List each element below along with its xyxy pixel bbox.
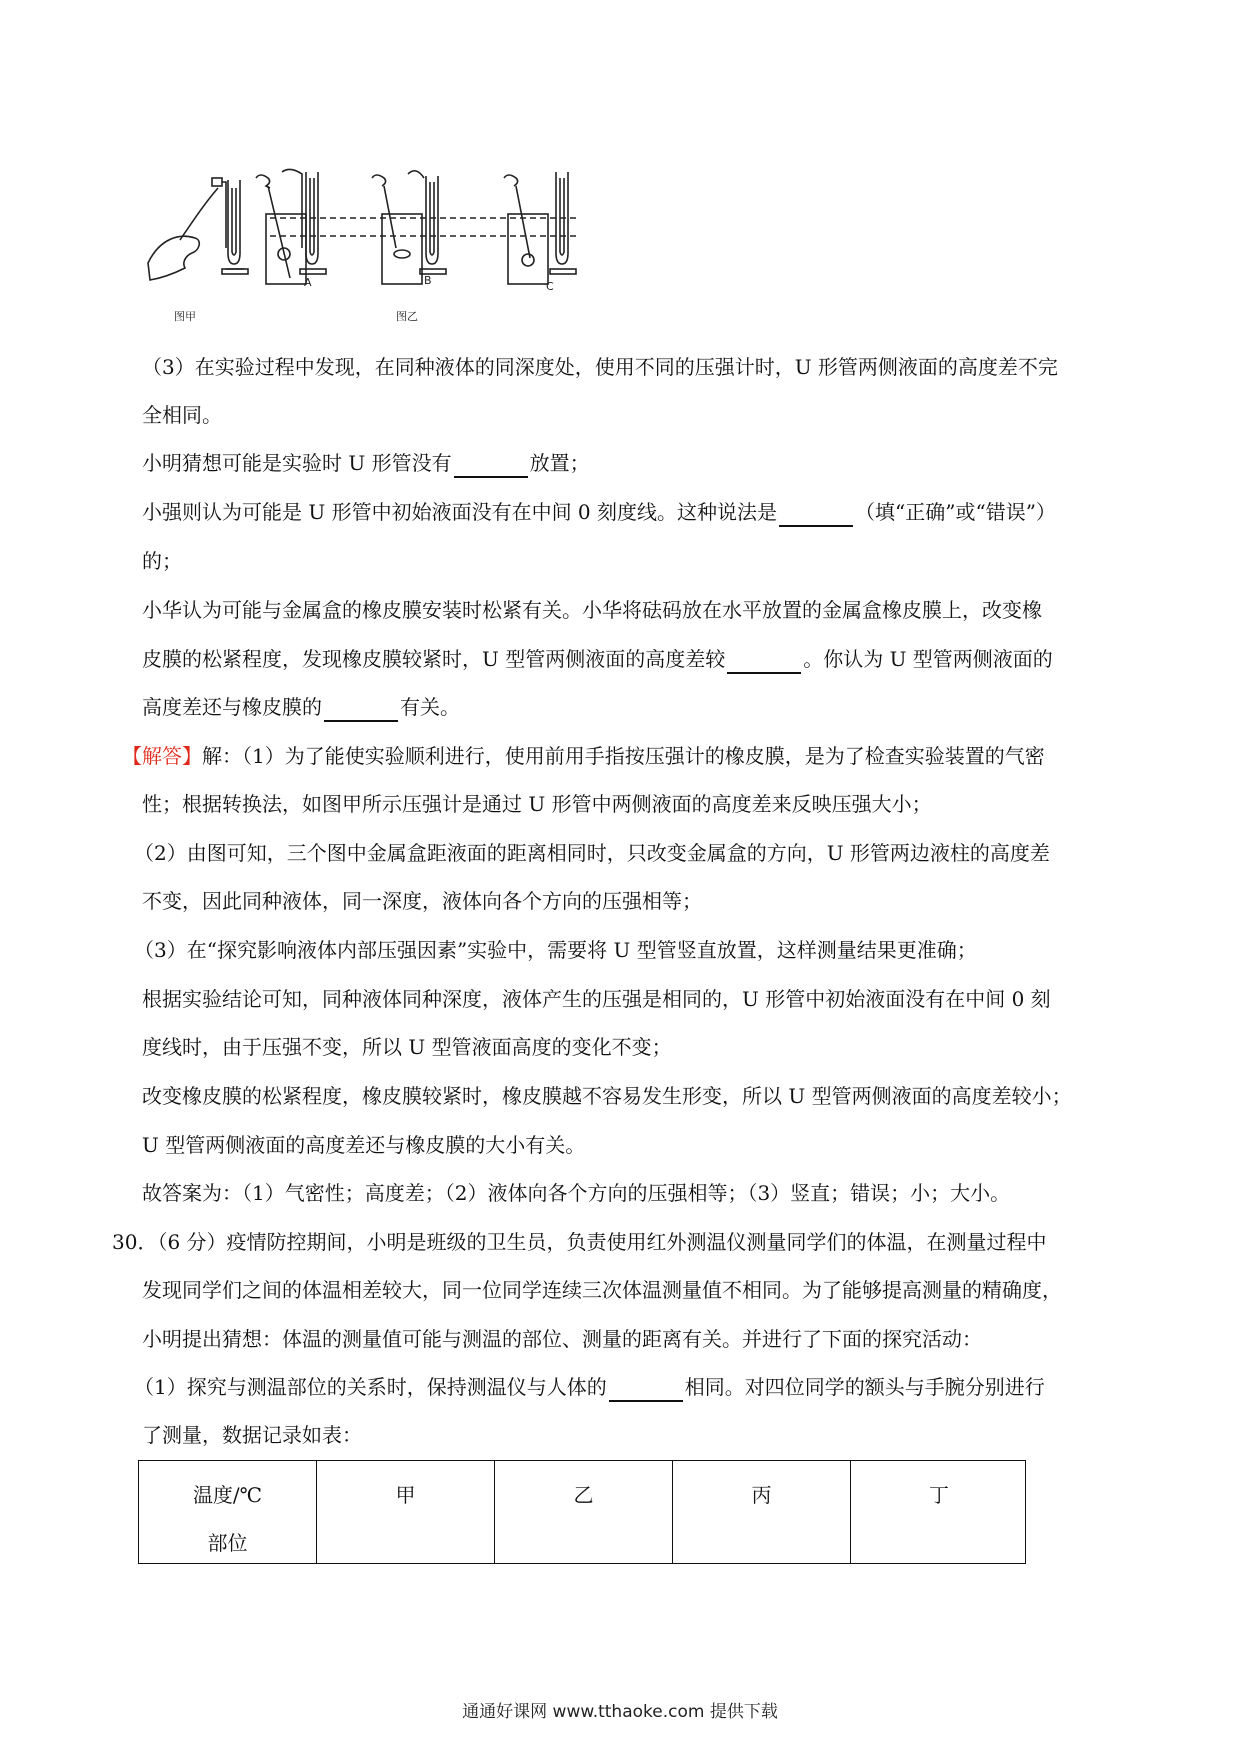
pressure-gauge-figure (140, 168, 660, 333)
q30-line-4 (134, 1372, 1045, 1402)
answer-line-1 (122, 741, 1045, 771)
answer-blank (727, 650, 801, 674)
q3-line-5: 的； (142, 549, 182, 573)
answer-blank (324, 698, 398, 722)
q30-line-1: 30．（6 分）疫情防控期间，小明是班级的卫生员，负责使用红外测温仪测量同学们的体温，在测量过程中 (112, 1230, 1047, 1254)
q3-line-3-a: 小明猜想可能是实验时 U 形管没有 (142, 451, 452, 475)
q3-line-7-a: 皮膜的松紧程度，发现橡皮膜较紧时，U 型管两侧液面的高度差较 (142, 647, 726, 671)
table-col-label: 乙 (573, 1483, 594, 1507)
table-col-jia (317, 1461, 495, 1563)
table-col-label: 丁 (929, 1483, 949, 1507)
answer-blank (779, 503, 853, 527)
answer-tag: 【解答】 (122, 744, 202, 768)
q3-line-7 (142, 644, 1053, 674)
table-header-temp: 温度/℃ (192, 1483, 263, 1507)
q3-line-3-b: 放置； (529, 451, 590, 475)
q30-line-5: 了测量，数据记录如表： (142, 1423, 362, 1447)
answer-line-10: 故答案为：（1）气密性；高度差；（2）液体向各个方向的压强相等；（3）竖直；错误；小；大小。 (142, 1181, 1011, 1205)
answer-line-4: 不变，因此同种液体，同一深度，液体向各个方向的压强相等； (142, 889, 702, 913)
label-fig-yi: 图乙 (396, 310, 418, 323)
answer-line-5: （3）在“探究影响液体内部压强因素”实验中，需要将 U 型管竖直放置，这样测量结果更准确； (134, 938, 977, 962)
q3-line-4 (142, 497, 1056, 527)
table-col-label: 丙 (751, 1483, 772, 1507)
answer-line-6: 根据实验结论可知，同种液体同种深度，液体产生的压强是相同的，U 形管中初始液面没有在中间 0 刻 (142, 987, 1051, 1011)
q3-line-8 (142, 692, 460, 722)
answer-blank (609, 1378, 683, 1402)
q3-line-4-a: 小强则认为可能是 U 形管中初始液面没有在中间 0 刻度线。这种说法是 (142, 500, 778, 524)
answer-blank (454, 454, 528, 478)
q3-line-7-b: 。你认为 U 型管两侧液面的 (803, 647, 1053, 671)
q3-line-8-b: 有关。 (400, 695, 460, 719)
table-col-bing (673, 1461, 851, 1563)
table-header-cell (139, 1461, 317, 1563)
temperature-table (138, 1460, 1026, 1564)
q30-line-4-a: （1）探究与测温部位的关系时，保持测温仪与人体的 (134, 1375, 607, 1399)
label-fig-jia: 图甲 (174, 310, 196, 323)
table-col-yi (495, 1461, 673, 1563)
q3-line-4-b: （填“正确”或“错误”） (855, 500, 1056, 524)
answer-line-1-text: 解：（1）为了能使实验顺利进行，使用前用手指按压强计的橡皮膜，是为了检查实验装置的气密 (202, 744, 1045, 768)
answer-line-7: 度线时，由于压强不变，所以 U 型管液面高度的变化不变； (142, 1035, 672, 1059)
answer-line-2: 性；根据转换法，如图甲所示压强计是通过 U 形管中两侧液面的高度差来反映压强大小； (142, 792, 932, 816)
label-c: C (546, 280, 554, 293)
q3-line-8-a: 高度差还与橡皮膜的 (142, 695, 322, 719)
page-footer: 通通好课网 www.tthaoke.com 提供下载 (462, 1702, 778, 1722)
q3-line-3 (142, 448, 590, 478)
q3-line-6: 小华认为可能与金属盒的橡皮膜安装时松紧有关。小华将砝码放在水平放置的金属盒橡皮膜上，改变橡 (142, 598, 1042, 622)
answer-line-3: （2）由图可知，三个图中金属盒距液面的距离相同时，只改变金属盒的方向，U 形管两边液柱的高度差 (134, 841, 1050, 865)
q30-line-4-b: 相同。对四位同学的额头与手腕分别进行 (684, 1375, 1045, 1399)
table-header-part: 部位 (207, 1531, 248, 1555)
q30-line-3: 小明提出猜想：体温的测量值可能与测温的部位、测量的距离有关。并进行了下面的探究活动： (142, 1327, 982, 1351)
table-col-label: 甲 (395, 1483, 416, 1507)
label-b: B (424, 274, 432, 287)
q30-line-2: 发现同学们之间的体温相差较大，同一位同学连续三次体温测量值不相同。为了能够提高测量的精确度， (142, 1278, 1062, 1302)
answer-line-9: U 型管两侧液面的高度差还与橡皮膜的大小有关。 (142, 1133, 586, 1157)
table-col-ding (851, 1461, 1027, 1563)
answer-line-8: 改变橡皮膜的松紧程度，橡皮膜较紧时，橡皮膜越不容易发生形变，所以 U 型管两侧液面的高度差较小； (142, 1084, 1072, 1108)
q3-line-2: 全相同。 (142, 403, 222, 427)
q3-line-1: （3）在实验过程中发现，在同种液体的同深度处，使用不同的压强计时，U 形管两侧液面的高度差不完 (142, 355, 1058, 379)
label-a: A (304, 276, 312, 289)
